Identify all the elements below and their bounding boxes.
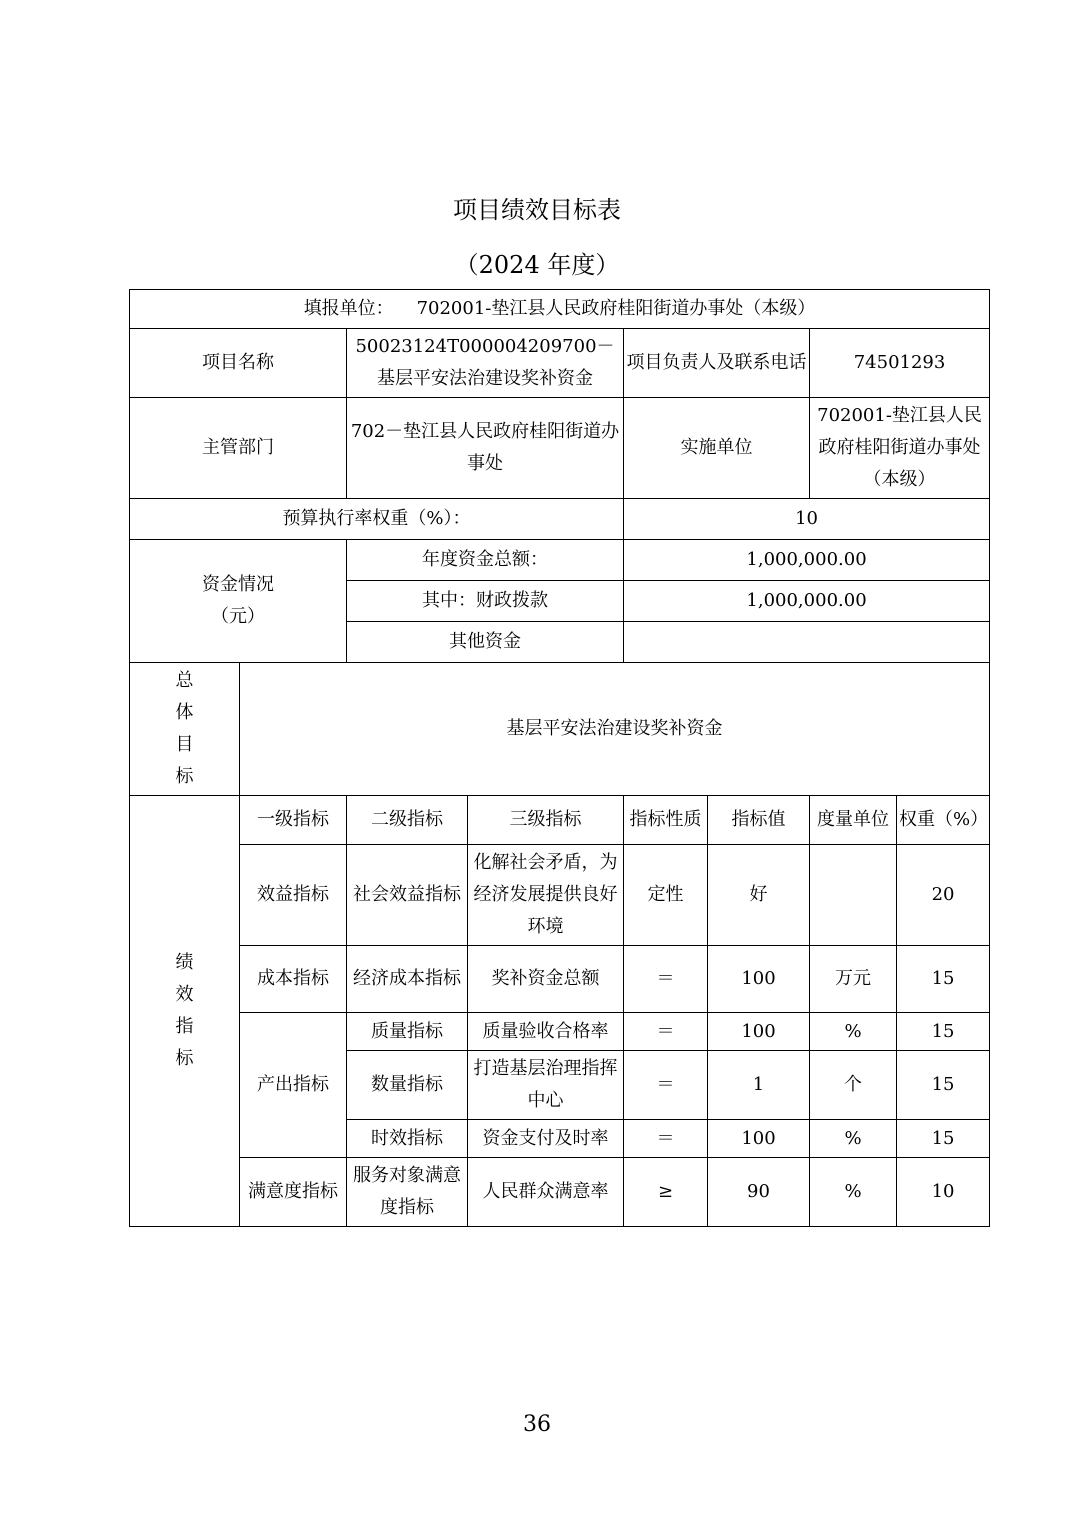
weight-cell: 15 [897,1013,990,1051]
level3-cell: 奖补资金总额 [468,946,624,1013]
fiscal-funds-value: 1,000,000.00 [624,581,990,622]
nature-cell: ＝ [624,1051,708,1120]
weight-cell: 15 [897,946,990,1013]
header-weight: 权重（%） [897,796,990,845]
level2-cell: 经济成本指标 [347,946,468,1013]
overall-goal-char: 标 [175,766,194,787]
contact-value: 74501293 [810,329,990,398]
indicators-char: 指 [175,1016,194,1037]
header-level1: 一级指标 [240,796,347,845]
level1-cell: 满意度指标 [240,1158,347,1227]
level3-cell: 资金支付及时率 [468,1120,624,1158]
table-row [130,796,990,845]
weight-cell: 10 [897,1158,990,1227]
unit-cell: % [810,1013,897,1051]
overall-goal-label [130,663,240,796]
value-cell: 100 [708,1013,810,1051]
level3-cell: 质量验收合格率 [468,1013,624,1051]
level1-cell: 产出指标 [240,1013,347,1158]
overall-goal-char: 体 [175,702,194,723]
unit-cell: 个 [810,1051,897,1120]
budget-rate-label: 预算执行率权重（%）： [130,499,624,540]
value-cell: 100 [708,1120,810,1158]
table-row [130,1158,990,1227]
overall-goal-char: 目 [175,734,194,755]
level1-cell: 成本指标 [240,946,347,1013]
contact-label: 项目负责人及联系电话 [624,329,810,398]
nature-cell: ＝ [624,1120,708,1158]
project-name-label: 项目名称 [130,329,347,398]
budget-rate-value: 10 [624,499,990,540]
header-level3: 三级指标 [468,796,624,845]
funding-label-line2: （元） [211,606,265,627]
nature-cell: ≥ [624,1158,708,1227]
header-value: 指标值 [708,796,810,845]
table-row [130,1013,990,1051]
table-row [130,845,990,946]
department-label: 主管部门 [130,398,347,499]
value-cell: 90 [708,1158,810,1227]
nature-cell: ＝ [624,946,708,1013]
indicators-char: 效 [175,984,194,1005]
header-level2: 二级指标 [347,796,468,845]
project-name-value: 50023124T000004209700－基层平安法治建设奖补资金 [347,329,624,398]
level1-cell: 效益指标 [240,845,347,946]
indicators-label [130,796,240,1227]
unit-cell [810,845,897,946]
total-funds-value: 1,000,000.00 [624,540,990,581]
funding-label [130,540,347,663]
table-row [130,290,990,329]
page-subtitle: （2024 年度） [454,251,620,279]
other-funds-label: 其他资金 [347,622,624,663]
level2-cell: 服务对象满意度指标 [347,1158,468,1227]
weight-cell: 15 [897,1120,990,1158]
table-row [130,329,990,398]
value-cell: 100 [708,946,810,1013]
reporting-unit-cell [130,290,990,329]
total-funds-label: 年度资金总额： [347,540,624,581]
value-cell: 1 [708,1051,810,1120]
implementer-value: 702001-垫江县人民政府桂阳街道办事处（本级） [810,398,990,499]
other-funds-value [624,622,990,663]
level3-cell: 化解社会矛盾，为经济发展提供良好环境 [468,845,624,946]
level2-cell: 数量指标 [347,1051,468,1120]
table-row [130,540,990,581]
page-title: 项目绩效目标表 [453,196,621,224]
table-row [130,946,990,1013]
indicators-char: 标 [175,1048,194,1069]
header-unit: 度量单位 [810,796,897,845]
level2-cell: 社会效益指标 [347,845,468,946]
nature-cell: ＝ [624,1013,708,1051]
nature-cell: 定性 [624,845,708,946]
unit-cell: 万元 [810,946,897,1013]
reporting-unit-value: 702001-垫江县人民政府桂阳街道办事处（本级） [416,298,816,319]
fiscal-funds-label: 其中：财政拨款 [347,581,624,622]
overall-goal-value: 基层平安法治建设奖补资金 [240,663,990,796]
header-nature: 指标性质 [624,796,708,845]
indicators-char: 绩 [175,952,194,973]
weight-cell: 15 [897,1051,990,1120]
weight-cell: 20 [897,845,990,946]
level2-cell: 时效指标 [347,1120,468,1158]
page-number: 36 [523,1412,551,1437]
value-cell: 好 [708,845,810,946]
funding-label-line1: 资金情况 [202,574,274,595]
table-row [130,663,990,796]
table-row [130,398,990,499]
level3-cell: 人民群众满意率 [468,1158,624,1227]
level2-cell: 质量指标 [347,1013,468,1051]
level3-cell: 打造基层治理指挥中心 [468,1051,624,1120]
table-row [130,499,990,540]
implementer-label: 实施单位 [624,398,810,499]
department-value: 702－垫江县人民政府桂阳街道办事处 [347,398,624,499]
reporting-unit-label: 填报单位： [303,298,394,319]
performance-table [129,289,990,1227]
unit-cell: % [810,1120,897,1158]
unit-cell: % [810,1158,897,1227]
overall-goal-char: 总 [175,670,194,691]
